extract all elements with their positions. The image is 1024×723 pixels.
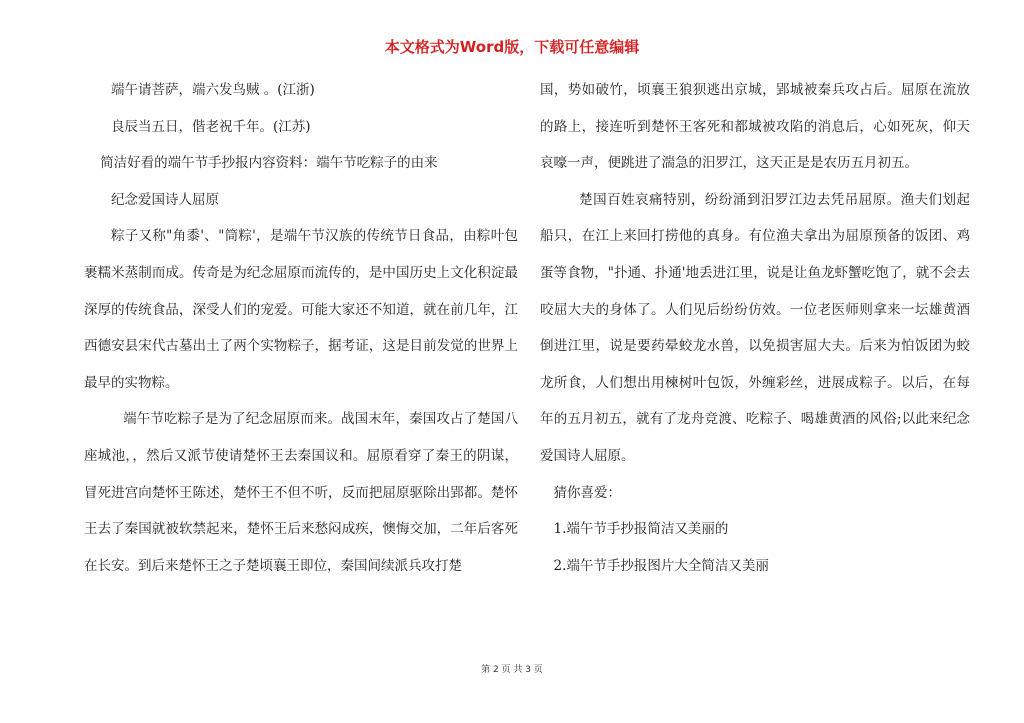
- paragraph: 国，势如破竹，顷襄王狼狈逃出京城，郢城被秦兵攻占后。屈原在流放的路上，接连听到楚怀王客死和都城被攻陷的消息后，心如死灰，仰天哀嚎一声，便跳进了湍急的汨罗江，这天正是是农历五月初五。: [540, 82, 970, 172]
- left-column: [84, 72, 518, 584]
- paragraph: 纪念爱国诗人屈原: [111, 191, 219, 208]
- paragraph: 楚国百姓哀痛特别，纷纷涌到汨罗江边去凭吊屈原。渔夫们划起船只，在江上来回打捞他的真身。有位渔夫拿出为屈原预备的饭团、鸡蛋等食物，"扑通、扑通'地丢进江里，说是让鱼龙虾蟹吃饱了，就不会去咬屈大夫的身体了。人们见后纷纷仿效。一位老医师则拿来一坛雄黄酒倒进江里，说是要药晕蛟龙水兽，以免损害屈大夫。后来为怕饭团为蛟龙所食，人们想出用楝树叶包饭，外缠彩丝，进展成粽子。以后，在每年的五月初五，就有了龙舟竞渡、吃粽子、喝雄黄酒的风俗;以此来纪念爱国诗人屈原。: [540, 191, 970, 464]
- paragraph: 端午请菩萨，端六发鸟贼 。(江浙): [111, 82, 315, 98]
- paragraph: 端午节吃粽子是为了纪念屈原而来。战国末年，秦国攻占了楚国八座城池，，然后又派节使请楚怀王去秦国议和。屈原看穿了秦王的阴谋，冒死进宫向楚怀王陈述，楚怀王不但不听，反而把屈原驱除出郢都。楚怀王去了秦国就被软禁起来，楚怀王后来愁闷成疾，懊悔交加，二年后客死在长安。到后来楚怀王之子楚顷襄王即位，秦国间续派兵攻打楚: [84, 411, 518, 574]
- paragraph: 良辰当五日，偕老祝千年。(江苏): [111, 118, 311, 135]
- page-banner: 本文格式为Word版，下载可任意编辑: [384, 38, 640, 56]
- paragraph: 粽子又称"角黍'、"筒粽'，是端午节汉族的传统节日食品，由粽叶包裹糯米蒸制而成。传奇是为纪念屈原而流传的，是中国历史上文化积淀最深厚的传统食品，深受人们的宠爱。可能大家还不知道，就在前几年，江西德安县宋代古墓出土了两个实物粽子，据考证，这是目前发觉的世界上最早的实物粽。: [84, 228, 518, 391]
- paragraph: 猜你喜爱：: [553, 484, 621, 501]
- list-item: 2.端午节手抄报图片大全简洁又美丽: [553, 557, 769, 574]
- page-number-footer: 第 2 页 共 3 页: [481, 665, 543, 675]
- right-column: [540, 72, 970, 584]
- list-item: 1.端午节手抄报简洁又美丽的: [553, 521, 729, 538]
- paragraph: 简洁好看的端午节手抄报内容资料：端午节吃粽子的由来: [100, 155, 438, 172]
